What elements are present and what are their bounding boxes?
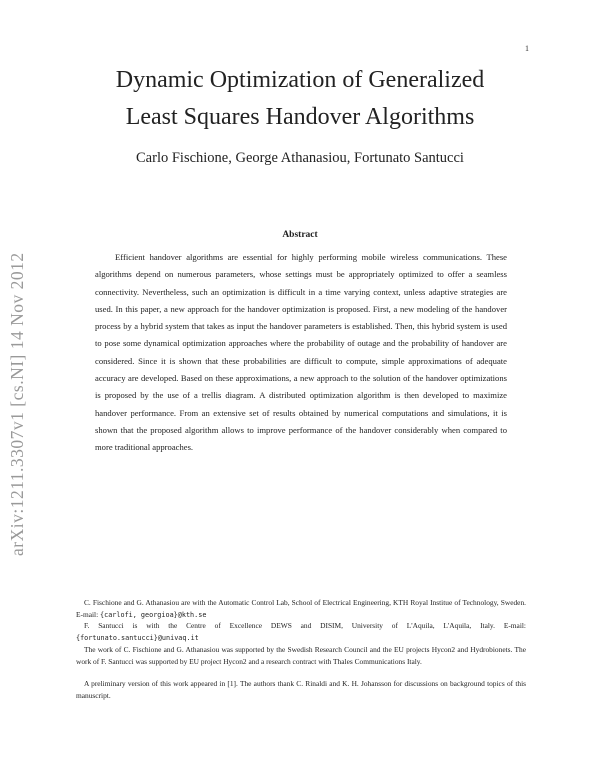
footnote-2-email: {fortunato.santucci}@univaq.it <box>76 633 199 642</box>
title-line-1: Dynamic Optimization of Generalized <box>115 67 485 93</box>
paper-title <box>0 62 600 136</box>
footnote-2-text: F. Santucci is with the Centre of Excellence DEWS and DISIM, University of L'Aquila, L'Aquila, Italy. E-mail: <box>84 621 526 630</box>
footnote-1-email: {carlofi, georgioa}@kth.se <box>100 610 207 619</box>
abstract-heading: Abstract <box>282 230 318 240</box>
footnote-affiliation-1 <box>76 597 526 621</box>
footnote-1-text: C. Fischione and G. Athanasiou are with the Automatic Control Lab, School of Electrical Engineering, KTH Royal Institue of Technology, Sweden. E-mail: <box>76 598 526 619</box>
footnote-acknowledgment: A preliminary version of this work appeared in [1]. The authors thank C. Rinaldi and K. H. Johansson for discussions on background topics of this manuscript. <box>76 679 526 700</box>
page-number: 1 <box>525 44 529 53</box>
footnote-affiliation-2 <box>76 620 526 644</box>
abstract-body: Efficient handover algorithms are essential for highly performing mobile wireless communications. These algorithms depend on numerous parameters, whose settings must be appropriately optimized to offer a seamless connectivity. Nevertheless, such an optimization is difficult in a time varying context, unless adaptive strategies are used. In this paper, a new approach for the handover optimization is proposed. First, a new modeling of the handover process by a hybrid system that takes as input the handover parameters is established. Then, this hybrid system is used to pose some dynamical optimization approaches where the probability of outage and the probability of handover are considered. Since it is shown that these probabilities are difficult to compute, simple approximations of adequate accuracy are developed. Based on these approximations, a new approach to the solution of the handover optimizations is proposed by the use of a trellis diagram. A distributed optimization algorithm is then developed to maximize handover performance. From an extensive set of results obtained by numerical computations and simulations, it is shown that the proposed algorithm allows to improve performance of the handover considerably when compared to more traditional approaches. <box>95 252 507 453</box>
footnote-funding: The work of C. Fischione and G. Athanasiou was supported by the Swedish Research Council and the EU projects Hycon2 and Hydrobionets. The work of F. Santucci was supported by EU project Hycon2 and a research contract with Thales Communications Italy. <box>76 645 526 666</box>
title-line-2: Least Squares Handover Algorithms <box>125 104 475 130</box>
author-list: Carlo Fischione, George Athanasiou, Fortunato Santucci <box>136 150 464 166</box>
arxiv-stamp: arXiv:1211.3307v1 [cs.NI] 14 Nov 2012 <box>7 252 27 556</box>
